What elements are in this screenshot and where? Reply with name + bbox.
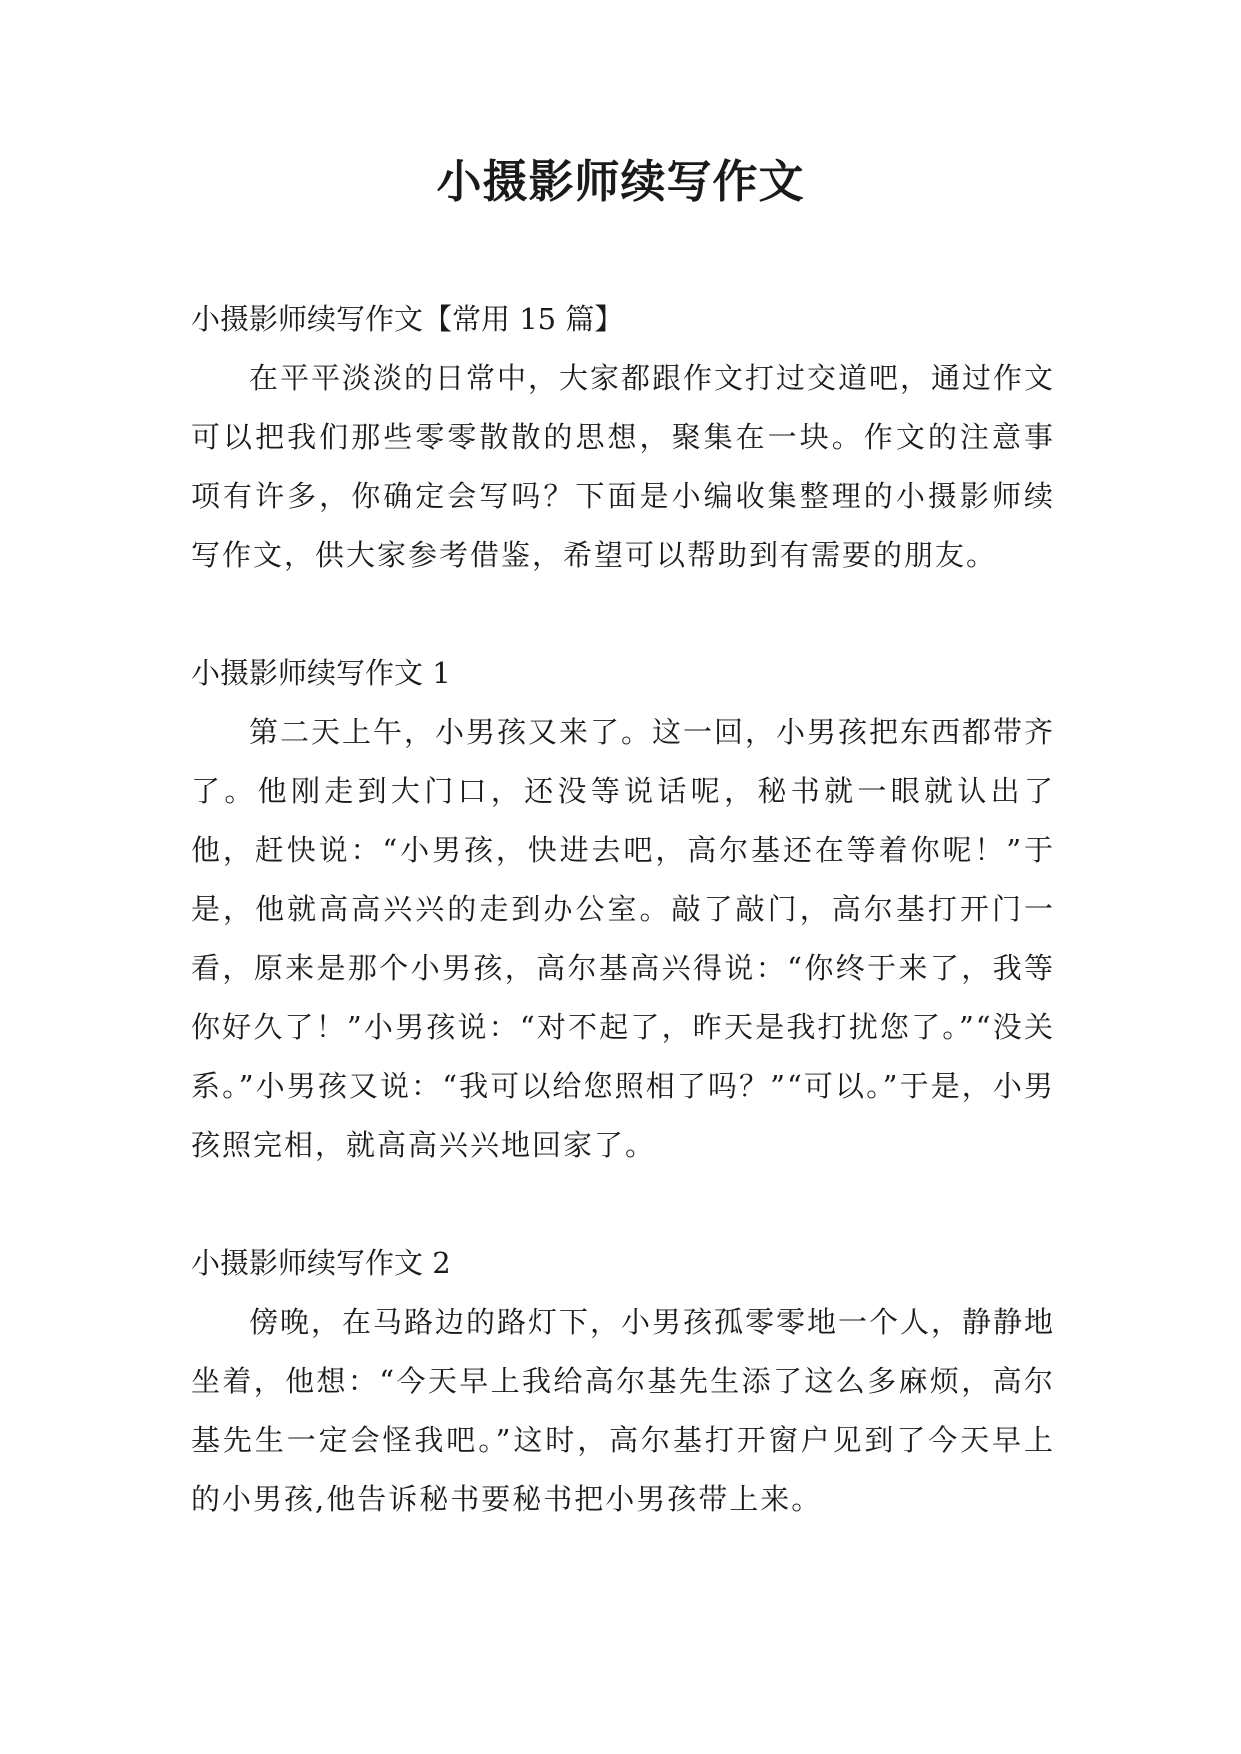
document-title: 小摄影师续写作文 <box>436 155 805 208</box>
essay-1-heading: 小摄影师续写作文 1 <box>191 656 451 690</box>
section-spacer <box>191 585 1055 644</box>
essay-2-heading: 小摄影师续写作文 2 <box>191 1246 451 1280</box>
document-body <box>191 290 1055 1529</box>
essay-1-paragraph: 第二天上午，小男孩又来了。这一回，小男孩把东西都带齐了。他刚走到大门口，还没等说话呢，秘书就一眼就认出了他，赶快说：“小男孩，快进去吧，高尔基还在等着你呢！”于是，他就高高兴兴的走到办公室。敲了敲门，高尔基打开门一看，原来是那个小男孩，高尔基高兴得说：“你终于来了，我等你好久了！”小男孩说：“对不起了，昨天是我打扰您了。”“没关系。”小男孩又说：“我可以给您照相了吗？”“可以。”于是，小男孩照完相，就高高兴兴地回家了。 <box>191 715 1056 1162</box>
essay-2-paragraph: 傍晚，在马路边的路灯下，小男孩孤零零地一个人，静静地坐着，他想：“今天早上我给高尔基先生添了这么多麻烦，高尔基先生一定会怪我吧。”这时，高尔基打开窗户见到了今天早上的小男孩,他告诉秘书要秘书把小男孩带上来。 <box>191 1305 1056 1516</box>
intro-heading: 小摄影师续写作文【常用 15 篇】 <box>191 302 624 336</box>
intro-paragraph: 在平平淡淡的日常中，大家都跟作文打过交道吧，通过作文可以把我们那些零零散散的思想，聚集在一块。作文的注意事项有许多，你确定会写吗？下面是小编收集整理的小摄影师续写作文，供大家参考借鉴，希望可以帮助到有需要的朋友。 <box>191 361 1056 572</box>
section-spacer <box>191 1175 1055 1234</box>
